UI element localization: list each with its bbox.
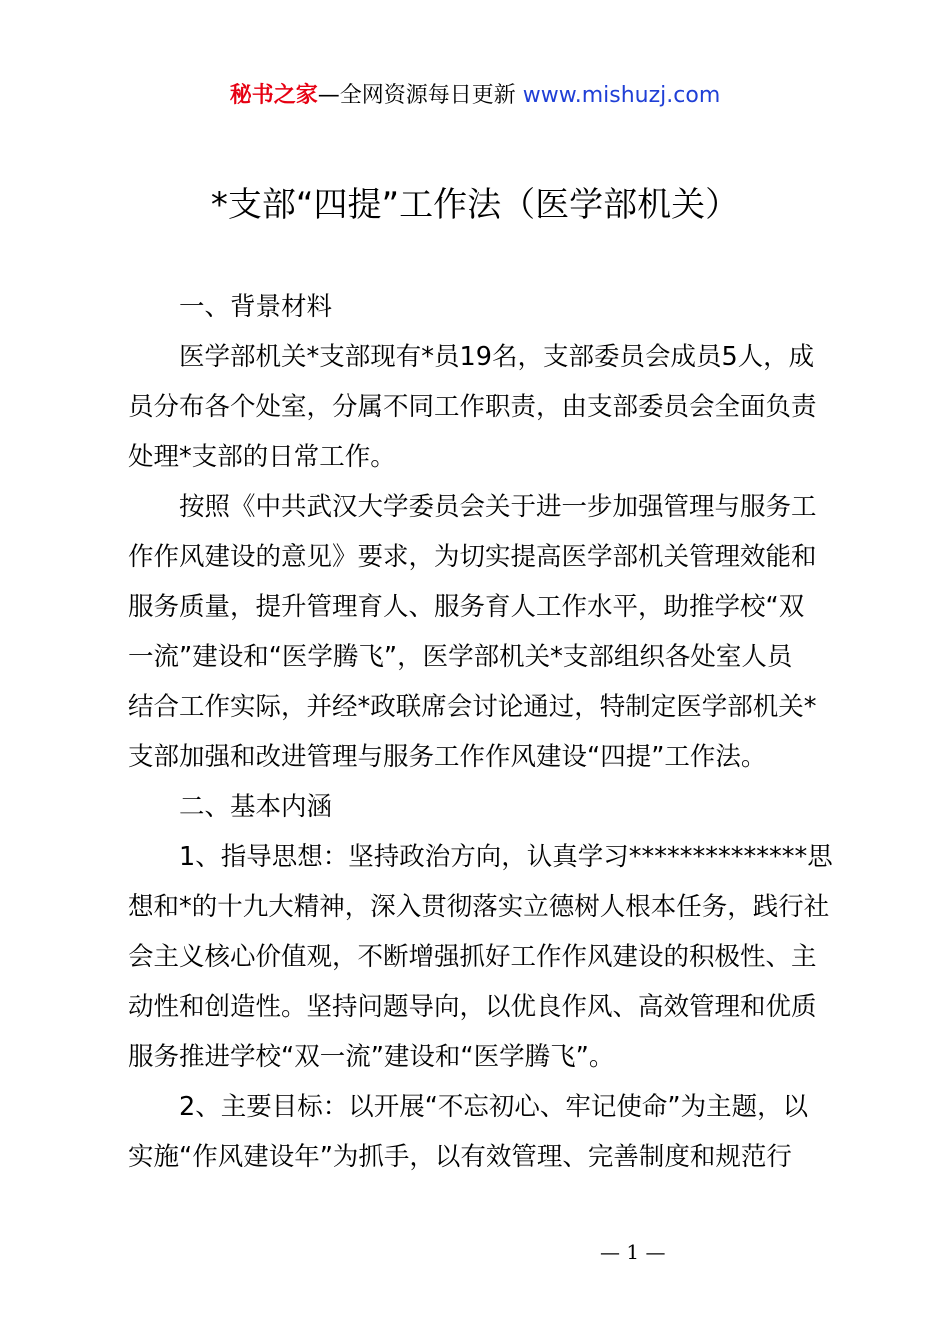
paragraph-line: 想和*的十九大精神，深入贯彻落实立德树人根本任务，践行社 <box>128 892 830 922</box>
paragraph-line: 处理*支部的日常工作。 <box>128 442 396 472</box>
paragraph-line: 动性和创造性。坚持问题导向，以优良作风、高效管理和优质 <box>128 992 817 1022</box>
paragraph-line: 会主义核心价值观，不断增强抓好工作作风建设的积极性、主 <box>128 942 817 972</box>
page-number: — 1 — <box>600 1240 666 1264</box>
paragraph-line: 按照《中共武汉大学委员会关于进一步加强管理与服务工 <box>179 492 817 522</box>
paragraph-line: 服务质量，提升管理育人、服务育人工作水平，助推学校“双 <box>128 592 805 622</box>
brand-name: 秘书之家 <box>229 83 318 108</box>
document-body <box>128 282 832 1182</box>
section-heading-content: 二、基本内涵 <box>179 792 333 822</box>
paragraph-line: 支部加强和改进管理与服务工作作风建设“四提”工作法。 <box>128 742 767 772</box>
paragraph-line: 医学部机关*支部现有*员19名，支部委员会成员5人，成 <box>179 342 815 372</box>
header-slogan: —全网资源每日更新 <box>317 83 516 108</box>
document-title: *支部“四提”工作法（医学部机关） <box>210 185 740 225</box>
paragraph-line: 结合工作实际，并经*政联席会讨论通过，特制定医学部机关* <box>128 692 817 722</box>
paragraph-line: 一流”建设和“医学腾飞”，医学部机关*支部组织各处室人员 <box>128 642 793 672</box>
header-url-link[interactable]: www.mishuzj.com <box>522 83 721 108</box>
paragraph-line: 服务推进学校“双一流”建设和“医学腾飞”。 <box>128 1042 615 1072</box>
paragraph-line: 作作风建设的意见》要求，为切实提高医学部机关管理效能和 <box>128 542 817 572</box>
paragraph-line: 1、指导思想：坚持政治方向，认真学习**************思 <box>179 842 833 872</box>
site-header <box>0 80 950 112</box>
paragraph-line: 2、主要目标：以开展“不忘初心、牢记使命”为主题，以 <box>179 1092 809 1122</box>
section-heading-background: 一、背景材料 <box>179 292 333 322</box>
paragraph-line: 实施“作风建设年”为抓手，以有效管理、完善制度和规范行 <box>128 1142 792 1172</box>
paragraph-line: 员分布各个处室，分属不同工作职责，由支部委员会全面负责 <box>128 392 817 422</box>
